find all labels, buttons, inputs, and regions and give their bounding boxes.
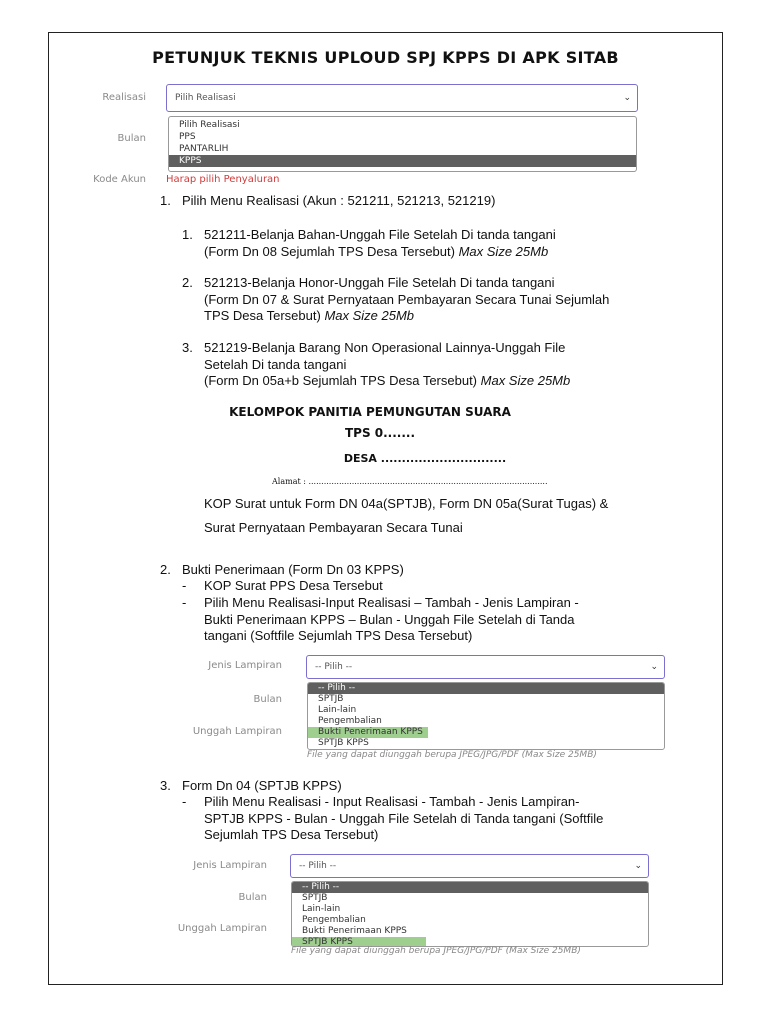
sub-line: 521219-Belanja Barang Non Operasional Lainnya-Unggah File [204,340,566,355]
bullet-text [204,794,694,844]
sub-line: (Form Dn 07 & Surat Pernyataan Pembayaran Secara Tunai Sejumlah [204,291,610,307]
bullet-line: Pilih Menu Realisasi-Input Realisasi – Tambah - Jenis Lampiran - [204,595,579,610]
dropdown-option-highlighted[interactable]: SPTJB KPPS [292,937,426,947]
jenis-lampiran-label: Jenis Lampiran [208,660,282,671]
step-number: 3. [160,778,171,793]
bullet-dash: - [182,578,187,593]
sub-line: (Form Dn 08 Sejumlah TPS Desa Tersebut) Max Size 25Mb [204,243,549,259]
sub-line: Setelah Di tanda tangani [204,356,347,372]
jenis-lampiran-value: -- Pilih -- [299,861,337,871]
bullet-line: Sejumlah TPS Desa Tersebut) [204,827,379,842]
kop-caption: KOP Surat untuk Form DN 04a(SPTJB), Form DN 05a(Surat Tugas) & [204,496,609,511]
kode-akun-label: Kode Akun [93,174,146,185]
jenis-lampiran-value: -- Pilih -- [315,662,353,672]
kode-akun-hint: Harap pilih Penyaluran [166,174,280,185]
dropdown-option[interactable]: Pengembalian [318,716,382,726]
kop-caption: Surat Pernyataan Pembayaran Secara Tunai [204,520,463,535]
kop-desa: DESA .............................. [343,452,507,465]
file-note: File yang dapat diunggah berupa JPEG/JPG/PDF (Max Size 25MB) [307,750,597,760]
dropdown-option[interactable]: SPTJB [302,893,328,903]
dropdown-option-selected[interactable]: -- Pilih -- [308,683,664,694]
dropdown-option-selected[interactable]: KPPS [169,155,636,167]
sub-number: 2. [182,275,193,290]
dropdown-option[interactable]: Bukti Penerimaan KPPS [302,926,407,936]
jenis-lampiran-label: Jenis Lampiran [193,860,267,871]
dropdown-option[interactable]: PPS [179,132,196,142]
sub-item [204,275,694,325]
chevron-down-icon: ⌄ [623,93,631,103]
step-text: Pilih Menu Realisasi (Akun : 521211, 521213, 521219) [182,193,496,208]
dropdown-option-selected[interactable]: -- Pilih -- [292,882,648,893]
jenis-lampiran-dropdown [307,682,665,750]
unggah-lampiran-label: Unggah Lampiran [177,923,267,934]
page-title: PETUNJUK TEKNIS UPLOUD SPJ KPPS DI APK SITAB [152,48,619,67]
step-text: Bukti Penerimaan (Form Dn 03 KPPS) [182,562,404,577]
dropdown-option[interactable]: PANTARLIH [179,144,229,154]
sub-line: 521211-Belanja Bahan-Unggah File Setelah Di tanda tangani [204,227,556,242]
bullet-line: SPTJB KPPS - Bulan - Unggah File Setelah di Tanda tangani (Softfile [204,810,604,826]
sub-line: TPS Desa Tersebut) Max Size 25Mb [204,308,415,323]
bulan-label: Bulan [253,694,282,705]
sub-line: 521213-Belanja Honor-Unggah File Setelah Di tanda tangani [204,275,555,290]
chevron-down-icon: ⌄ [634,861,642,871]
dropdown-option[interactable]: Pilih Realisasi [179,120,240,130]
dropdown-option[interactable]: SPTJB KPPS [318,738,369,748]
jenis-lampiran-select[interactable] [306,655,665,679]
step-number: 1. [160,193,171,208]
bulan-label: Bulan [238,892,267,903]
dropdown-option[interactable]: SPTJB [318,694,344,704]
realisasi-label: Realisasi [102,92,146,103]
chevron-down-icon: ⌄ [650,662,658,672]
jenis-lampiran-select[interactable] [290,854,649,878]
step-number: 2. [160,562,171,577]
dropdown-option[interactable]: Pengembalian [302,915,366,925]
unggah-lampiran-label: Unggah Lampiran [192,726,282,737]
realisasi-select-value: Pilih Realisasi [175,93,236,103]
file-note: File yang dapat diunggah berupa JPEG/JPG/PDF (Max Size 25MB) [291,946,581,956]
kop-alamat: Alamat : .............................................................................................. [272,477,548,486]
realisasi-dropdown [168,116,637,172]
sub-line: (Form Dn 05a+b Sejumlah TPS Desa Tersebut) Max Size 25Mb [204,373,571,388]
realisasi-select[interactable] [166,84,638,112]
sub-item [204,340,684,390]
bullet-dash: - [182,595,187,610]
dropdown-option[interactable]: Lain-lain [318,705,357,715]
kop-tps: TPS 0....... [344,426,416,440]
bullet-line: tangani (Softfile Sejumlah TPS Desa Tersebut) [204,628,473,643]
dropdown-option-highlighted[interactable]: Bukti Penerimaan KPPS [308,727,428,738]
bulan-label: Bulan [117,133,146,144]
dropdown-option[interactable]: Lain-lain [302,904,341,914]
step-text: Form Dn 04 (SPTJB KPPS) [182,778,342,793]
bullet-text [204,595,684,645]
kop-heading: KELOMPOK PANITIA PEMUNGUTAN SUARA [229,405,511,419]
sub-item [204,227,684,260]
bullet-line: Bukti Penerimaan KPPS – Bulan - Unggah File Setelah di Tanda [204,611,575,627]
bullet-dash: - [182,794,187,809]
jenis-lampiran-dropdown [291,881,649,947]
bullet-line: Pilih Menu Realisasi - Input Realisasi - Tambah - Jenis Lampiran- [204,794,580,809]
sub-number: 3. [182,340,193,355]
bullet-text: KOP Surat PPS Desa Tersebut [204,578,383,593]
sub-number: 1. [182,227,193,242]
